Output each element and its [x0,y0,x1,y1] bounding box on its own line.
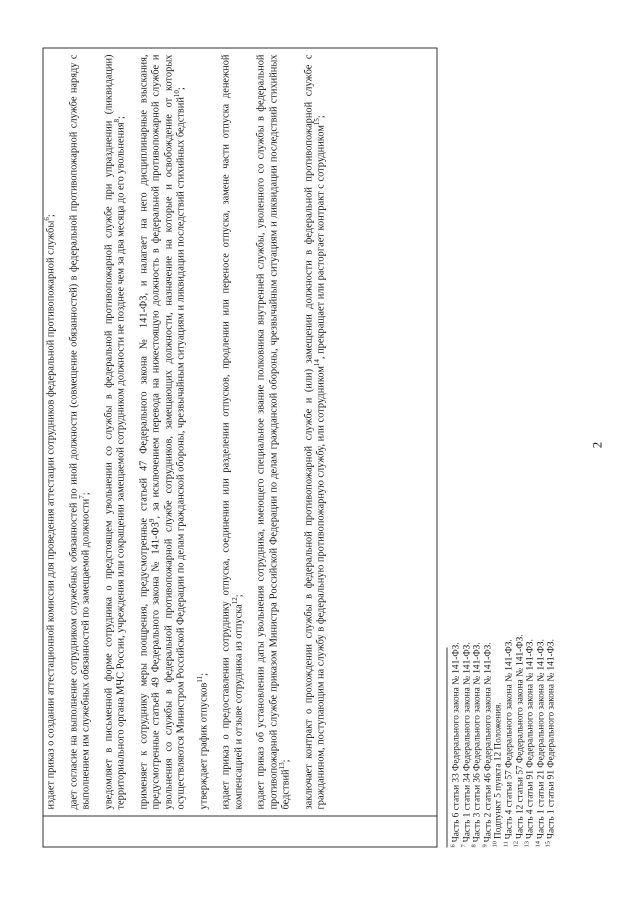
table-right-column [44,49,437,816]
duty-item-3: уведомляет в письменной форме сотрудника о предстоящем увольнении со службы в федеральной противопожарной службе при упразднении (ликвидации) территориального органа МЧС России, учреждения или сокращении замещаемой сотрудником должности не позднее чем за два месяца до его увольнения$^8$; [103,54,127,810]
footnote: $^{12}$Часть 12 статьи 57 Федерального закона № 141-ФЗ. [512,634,526,848]
duty-item-2: дает согласие на выполнение сотрудником служебных обязанностей по иной должности (совмещение обязанностей) в федеральной противопожарной службе наряду с выполнением им служебных обязанностей по замещаемой должности$^7$; [68,54,92,810]
footnote: $^{14}$Часть 1 статьи 21 Федерального закона № 141-ФЗ. [534,639,547,848]
footnote: $^{10}$Подпункт 5 пункта 12 Положения. [491,702,504,848]
footnote: $^{15}$Часть 1 статьи 91 Федерального закона № 141-ФЗ. [544,639,557,848]
duty-item-1: издает приказ о создании аттестационной комиссии для проведения аттестации сотрудников федеральной противопожарной службы$^6$; [43,214,57,810]
footnote-separator [447,648,448,848]
footnote: $^9$Часть 2 статьи 46 Федерального закона № 141-ФЗ. [481,642,494,848]
table-left-column [44,816,437,847]
footnote: $^{11}$Часть 4 статьи 57 Федерального закона № 141-ФЗ. [502,639,515,848]
duty-item-5: утверждает график отпусков$^{11}$; [195,673,209,810]
duty-item-4: применяет к сотруднику меры поощрения, предусмотренные статьей 47 Федерального закона № 141-ФЗ, и налагает на него дисциплинарные взыскания, предусмотренные статьей 49 Федерального закона № $141-ФЗ^9$, за исключением перевода на нижестоящую должность в федеральной противопожарной службе и увольнения со службы в федеральной противопожарной службе сотрудников, замещающих должности, назначение на которые и освобождение от которых осуществляются Министром Российской Федерации по делам гражданской обороны, чрезвычайным ситуациям и ликвидации последствий стихийных бедствий$^{10}$; [138,54,187,810]
footnote: $^6$Часть 6 статьи 33 Федерального закона № 141-ФЗ. [449,642,462,848]
footnote: $^8$Часть 3 статьи 36 Федерального закона № 141-ФЗ. [470,642,483,848]
duties-table [43,48,438,848]
duty-item-8: заключает контракт о прохождении службы в федеральной противопожарной службе и (или) замещении должности в федеральной противопожарной службе с гражданином, поступающим на службу в федеральную противопожарную службу, или сотрудником$^{14}$, прекращает или расторгает контракт с сотрудником$^{15}$; [303,54,327,810]
footnotes [447,48,558,848]
duty-item-7: издает приказ об установлении даты увольнения сотрудника, имеющего специальное звание полковника внутренней службы, уволенного со службы в федеральной противопожарной службе приказом Министра Российской Федерации по делам гражданской обороны, чрезвычайным ситуациям и ликвидации последствий стихийных бедствий$^{13}$; [255,54,292,810]
footnote: $^7$Часть 1 статьи 34 Федерального закона № 141-ФЗ. [460,642,473,848]
duty-item-6: издает приказ о предоставлении сотруднику отпуска, соединении или разделении отпусков, продлении или переносе отпуска, замене части отпуска денежной компенсацией и отзыве сотрудника из отпуска$^{12}$; [220,54,244,810]
page-number: 2 [589,441,605,449]
footnote: $^{13}$Часть 4 статьи 91 Федерального закона № 141-ФЗ. [523,639,536,848]
rotated-page-content [43,48,557,848]
